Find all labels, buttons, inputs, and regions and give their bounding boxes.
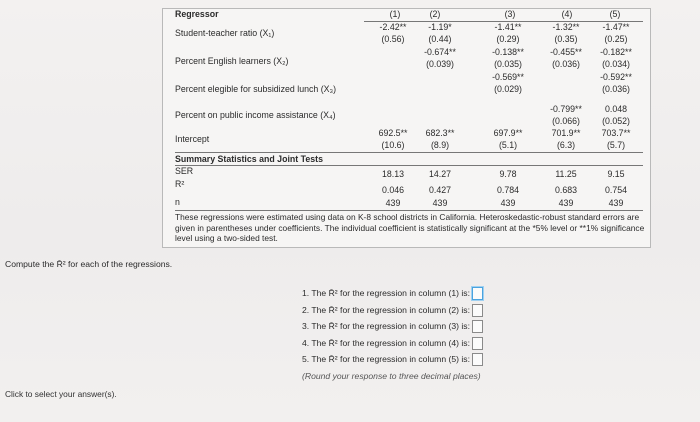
question-2-text: 2. The R̄² for the regression in column (2) is: bbox=[302, 304, 470, 315]
answer-input-1[interactable] bbox=[472, 287, 483, 300]
select-answer-link[interactable]: Click to select your answer(s). bbox=[5, 389, 117, 399]
n-value: 439 bbox=[558, 198, 574, 208]
cell: (0.029) bbox=[494, 84, 522, 94]
n-value: 439 bbox=[385, 198, 401, 208]
cell: (0.25) bbox=[604, 34, 628, 44]
n-value: 439 bbox=[608, 198, 624, 208]
answer-input-4[interactable] bbox=[472, 337, 483, 350]
row-label-x1: Student-teacher ratio (X₁) bbox=[175, 28, 275, 38]
r2-value: 0.427 bbox=[428, 185, 451, 195]
ser-value: 18.13 bbox=[381, 169, 404, 179]
summary-rule bbox=[175, 152, 643, 153]
row-label-x4: Percent on public income assistance (X₄) bbox=[175, 110, 336, 120]
cell: -0.799** bbox=[550, 104, 582, 114]
cell: (10.6) bbox=[381, 140, 405, 150]
cell: (0.036) bbox=[602, 84, 630, 94]
cell: (0.066) bbox=[552, 116, 580, 126]
cell: (8.9) bbox=[430, 140, 450, 150]
question-3 bbox=[302, 319, 483, 336]
cell: (5.1) bbox=[498, 140, 518, 150]
cell: (5.7) bbox=[606, 140, 626, 150]
cell: (0.052) bbox=[602, 116, 630, 126]
summary-rule-2 bbox=[175, 165, 643, 166]
cell: (0.29) bbox=[496, 34, 520, 44]
r2-label: R² bbox=[175, 179, 185, 189]
n-label: n bbox=[175, 197, 180, 207]
question-2 bbox=[302, 303, 483, 320]
header-col-4: (4) bbox=[561, 9, 573, 19]
ser-value: 9.78 bbox=[499, 169, 517, 179]
r2-value: 0.784 bbox=[496, 185, 519, 195]
answer-input-2[interactable] bbox=[472, 304, 483, 317]
ser-label: SER bbox=[175, 166, 194, 176]
n-value: 439 bbox=[432, 198, 448, 208]
cell: (0.56) bbox=[381, 34, 405, 44]
r2-value: 0.683 bbox=[554, 185, 577, 195]
header-col-3: (3) bbox=[504, 9, 516, 19]
summary-title: Summary Statistics and Joint Tests bbox=[175, 154, 323, 164]
table-note: These regressions were estimated using data on K-8 school districts in California. Heteroskedastic-robust standard errors are given in parentheses under coefficients. The individual coefficient is statistically significant at the *5% level or **1% significance level using a two-sided test. bbox=[175, 212, 645, 243]
cell: -0.455** bbox=[550, 47, 582, 57]
cell: (0.034) bbox=[602, 59, 630, 69]
cell: (0.039) bbox=[426, 59, 454, 69]
n-value: 439 bbox=[500, 198, 516, 208]
question-4-text: 4. The R̄² for the regression in column (4) is: bbox=[302, 337, 470, 348]
ser-value: 9.15 bbox=[607, 169, 625, 179]
bottom-rule bbox=[175, 210, 643, 211]
cell: -1.41** bbox=[494, 22, 522, 32]
question-5-text: 5. The R̄² for the regression in column (5) is: bbox=[302, 354, 470, 364]
row-label-x2: Percent English learners (X₂) bbox=[175, 56, 289, 66]
cell: (0.44) bbox=[428, 34, 452, 44]
cell: -0.138** bbox=[492, 47, 524, 57]
ser-value: 11.25 bbox=[555, 169, 577, 179]
r2-value: 0.046 bbox=[381, 185, 404, 195]
header-col-5: (5) bbox=[609, 9, 621, 19]
cell: (0.036) bbox=[552, 59, 580, 69]
cell: 703.7** bbox=[601, 128, 631, 138]
round-note: (Round your response to three decimal places) bbox=[302, 370, 481, 381]
cell: 682.3** bbox=[425, 128, 455, 138]
cell: 697.9** bbox=[493, 128, 523, 138]
answer-input-5[interactable] bbox=[472, 353, 483, 366]
cell: -0.569** bbox=[492, 72, 524, 82]
cell: -1.19* bbox=[428, 22, 452, 32]
header-col-2: (2) bbox=[429, 9, 441, 19]
question-1 bbox=[302, 286, 483, 303]
question-list bbox=[302, 286, 483, 385]
header-col-1: (1) bbox=[389, 9, 401, 19]
cell: -0.674** bbox=[424, 47, 456, 57]
answer-input-3[interactable] bbox=[472, 320, 483, 333]
cell: (0.35) bbox=[554, 34, 578, 44]
row-label-intercept: Intercept bbox=[175, 134, 210, 144]
cell: -1.47** bbox=[602, 22, 630, 32]
cell: -2.42** bbox=[379, 22, 407, 32]
header-regressor: Regressor bbox=[175, 9, 219, 19]
cell: -0.182** bbox=[600, 47, 632, 57]
instruction-text: Compute the R̄² for each of the regressions. bbox=[5, 259, 173, 269]
question-4 bbox=[302, 336, 483, 353]
r2-value: 0.754 bbox=[604, 185, 627, 195]
cell: 692.5** bbox=[378, 128, 408, 138]
cell: 0.048 bbox=[604, 104, 627, 114]
question-5 bbox=[302, 352, 483, 369]
cell: (6.3) bbox=[556, 140, 576, 150]
ser-value: 14.27 bbox=[428, 169, 451, 179]
cell: -0.592** bbox=[600, 72, 632, 82]
question-3-text: 3. The R̄² for the regression in column (3) is: bbox=[302, 321, 470, 331]
row-label-x3: Percent elegible for subsidized lunch (X₃) bbox=[175, 84, 337, 94]
cell: (0.035) bbox=[494, 59, 522, 69]
cell: 701.9** bbox=[551, 128, 581, 138]
question-1-text: 1. The R̄² for the regression in column (1) is: bbox=[302, 288, 470, 298]
cell: -1.32** bbox=[552, 22, 580, 32]
